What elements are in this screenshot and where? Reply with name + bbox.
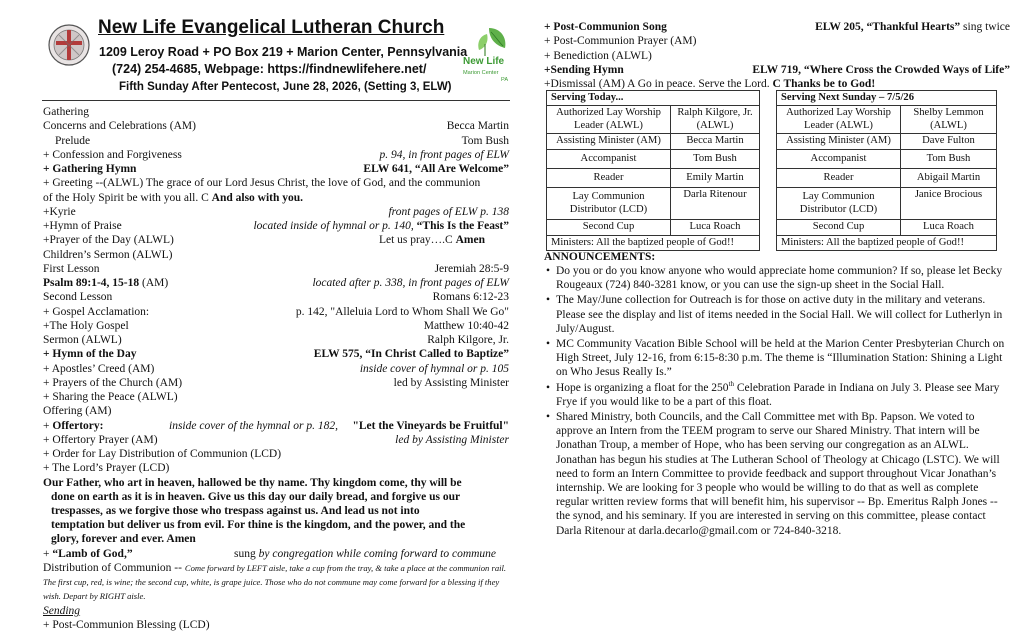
church-contact: (724) 254-4685, Webpage: https://findnewlifehere.net/ <box>112 62 427 76</box>
item-holy-gospel: +The Holy Gospel Matthew 10:40-42 <box>43 319 509 332</box>
item-gathering-hymn: + Gathering Hymn ELW 641, “All Are Welcome” <box>43 163 509 175</box>
announcement-outreach: • The May/June collection for Outreach is for those on active duty in the military and veterans. Please see the display and list of items needed in the Social Hall. We will collect for Lutherlyn in July/August. <box>544 293 1010 336</box>
item-first-lesson: First Lesson Jeremiah 28:5-9 <box>43 262 509 275</box>
item-sermon: Sermon (ALWL) Ralph Kilgore, Jr. <box>43 334 509 346</box>
table-row: Reader Emily Martin <box>547 169 760 188</box>
item-post-communion-blessing: + Post-Communion Blessing (LCD) <box>43 619 210 632</box>
table-row: Second Cup Luca Roach <box>777 220 997 235</box>
item-dismissal: +Dismissal (AM) A Go in peace. Serve the Lord. C Thanks be to God! <box>544 78 876 90</box>
logo-text-marion: Marion Center <box>463 70 499 76</box>
table-row: Lay Communion Distributor (LCD) Janice Brocious <box>777 188 997 220</box>
table-row: Reader Abigail Martin <box>777 169 997 188</box>
item-greeting: + Greeting --(ALWL) The grace of our Lord Jesus Christ, the love of God, and the communion <box>43 177 481 190</box>
table-row: Lay Communion Distributor (LCD) Darla Ritenour <box>547 188 760 220</box>
table-row: Accompanist Tom Bush <box>777 149 997 168</box>
item-offering: Offering (AM) <box>43 405 112 418</box>
item-offertory-prayer: + Offertory Prayer (AM) led by Assisting Minister <box>43 433 509 446</box>
bulletin-right-column <box>544 20 1010 91</box>
elca-cross-logo-icon <box>47 23 91 67</box>
church-address: 1209 Leroy Road + PO Box 219 + Marion Center, Pennsylvania <box>99 45 468 59</box>
table-row: Authorized Lay Worship Leader (ALWL) Shelby Lemmon (ALWL) <box>777 106 997 134</box>
announcements-title: ANNOUNCEMENTS: <box>544 251 656 263</box>
item-gospel-acclamation: + Gospel Acclamation: p. 142, "Alleluia Lord to Whom Shall We Go" <box>43 305 509 318</box>
item-psalm: Psalm 89:1-4, 15-18 (AM) located after p. 338, in front pages of ELW <box>43 277 509 289</box>
item-apostles-creed: + Apostles’ Creed (AM) inside cover of hymnal or p. 105 <box>43 362 509 375</box>
section-gathering: Gathering <box>43 106 89 118</box>
new-life-leaf-logo-icon <box>461 24 509 84</box>
header-divider <box>42 100 510 101</box>
serving-next-title: Serving Next Sunday – 7/5/26 <box>777 91 997 106</box>
bulletin-header <box>43 8 509 100</box>
announcements-list <box>544 264 1010 539</box>
item-lamb-of-god: + “Lamb of God,” sung by congregation while coming forward to commune <box>43 547 497 560</box>
serving-next-table <box>776 90 997 251</box>
church-name: New Life Evangelical Lutheran Church <box>98 17 445 38</box>
item-confession: + Confession and Forgiveness p. 94, in front pages of ELW <box>43 148 509 161</box>
announcement-parade-float: • Hope is organizing a float for the 250th Celebration Parade in Indiana on July 3. Please see Mary Frye if you would like to be a part of this float. <box>544 381 1010 409</box>
item-hymn-of-praise: +Hymn of Praise located inside of hymnal or p. 140, “This Is the Feast” <box>43 220 509 232</box>
item-distribution: Distribution of Communion -- Come forward by LEFT aisle, take a cup from the tray, & take a place at the communion rail. The first cup, red, is wine; the second cup, white, is grape juice. Those who do not commune may come forward for a blessing if they wish. Depart by RIGHT aisle. <box>43 561 507 601</box>
service-date: Fifth Sunday After Pentecost, June 28, 2026, (Setting 3, ELW) <box>119 81 452 93</box>
item-kyrie: +Kyrie front pages of ELW p. 138 <box>43 205 509 218</box>
item-prayers-of-church: + Prayers of the Church (AM) led by Assisting Minister <box>43 376 509 389</box>
table-row: Assisting Minister (AM) Becca Martin <box>547 134 760 149</box>
logo-text-new-life: New Life <box>463 56 505 67</box>
serving-next-ministers: Ministers: All the baptized people of God!! <box>777 235 997 250</box>
item-post-communion-prayer: + Post-Communion Prayer (AM) <box>544 35 697 48</box>
table-row: Second Cup Luca Roach <box>547 220 760 235</box>
announcement-home-communion: • Do you or do you know anyone who would appreciate home communion? If so, please let Becky Rougeaux (724) 840-3281 know, or you can use the sign-up sheet in the Social Hall. <box>544 264 1010 292</box>
table-row: Authorized Lay Worship Leader (ALWL) Ralph Kilgore, Jr. (ALWL) <box>547 106 760 134</box>
item-prayer-of-the-day: +Prayer of the Day (ALWL) Let us pray….C Amen <box>43 234 485 247</box>
serving-today-table <box>546 90 760 251</box>
item-benediction: + Benediction (ALWL) <box>544 49 652 62</box>
item-childrens-sermon: Children’s Sermon (ALWL) <box>43 248 173 261</box>
item-lords-prayer: + The Lord’s Prayer (LCD) <box>43 462 170 475</box>
table-row: Accompanist Tom Bush <box>547 149 760 168</box>
lords-prayer-text: Our Father, who art in heaven, hallowed be thy name. Thy kingdom come, thy will be done on earth as it is in heaven. Give us this day our daily bread, and forgive us our trespasses, as we forgive those who trespass against us. And lead us not into temptation but deliver us from evil. For thine is the kingdom, and the power, and the glory, forever and ever. Amen <box>43 476 466 546</box>
logo-text-pa: PA <box>501 77 509 83</box>
item-post-communion-song: + Post-Communion Song ELW 205, “Thankful Hearts” sing twice <box>544 21 1010 33</box>
table-row: Assisting Minister (AM) Dave Fulton <box>777 134 997 149</box>
serving-today-ministers: Ministers: All the baptized people of God!! <box>547 235 760 250</box>
item-order-lay-distribution: + Order for Lay Distribution of Communion (LCD) <box>43 448 282 460</box>
item-prelude: Prelude Tom Bush <box>55 134 509 147</box>
serving-today-title: Serving Today... <box>547 91 760 106</box>
bulletin-left-column <box>43 8 509 632</box>
item-concerns: Concerns and Celebrations (AM) Becca Martin <box>43 120 509 133</box>
section-sending: Sending <box>43 604 81 617</box>
announcement-vbs: • MC Community Vacation Bible School will be held at the Marion Center Presbyterian Church on High Street, July 12-16, from 6:15-8:30 p.m. The theme is “Illumination Station: Shining a Light on Who Jesus Really Is.” <box>544 337 1010 380</box>
item-greeting-cont: of the Holy Spirit be with you all. C And also with you. <box>43 191 304 204</box>
announcement-shared-ministry: • Shared Ministry, both Councils, and the Call Committee met with Bp. Papson. We voted to approve an Intern from the TEEM program to serve our Shared Ministry. That intern will be Jonathan Troup, a member of Hope, who has been serving our congregation as an ALWL. Jonathan has begun his studies at The Lutheran School of Theology at Chicago (LSTC). We will need to form an Intern Committee to provide feedback and support throughout Vicar Jonathan’s internship. We are looking for 3 people who would be willing to do that as well as complete regular written review forms that will benefit him, his supervisor -- Bp. Emeritus Ralph Jones -- the synod, and his seminary. If you are interested in serving on this committee, please contact Darla Ritenour at darla.decarlo@gmail.com or 724-840-3218. <box>544 410 1010 538</box>
item-offertory: + Offertory: inside cover of the hymnal or p. 182, "Let the Vineyards be Fruitful" <box>43 419 509 432</box>
item-second-lesson: Second Lesson Romans 6:12-23 <box>43 291 509 304</box>
item-sending-hymn: +Sending Hymn ELW 719, “Where Cross the Crowded Ways of Life” <box>544 63 1010 76</box>
order-of-worship <box>43 105 509 632</box>
item-sharing-peace: + Sharing the Peace (ALWL) <box>43 391 178 403</box>
item-hymn-of-the-day: + Hymn of the Day ELW 575, “In Christ Called to Baptize” <box>43 348 509 361</box>
